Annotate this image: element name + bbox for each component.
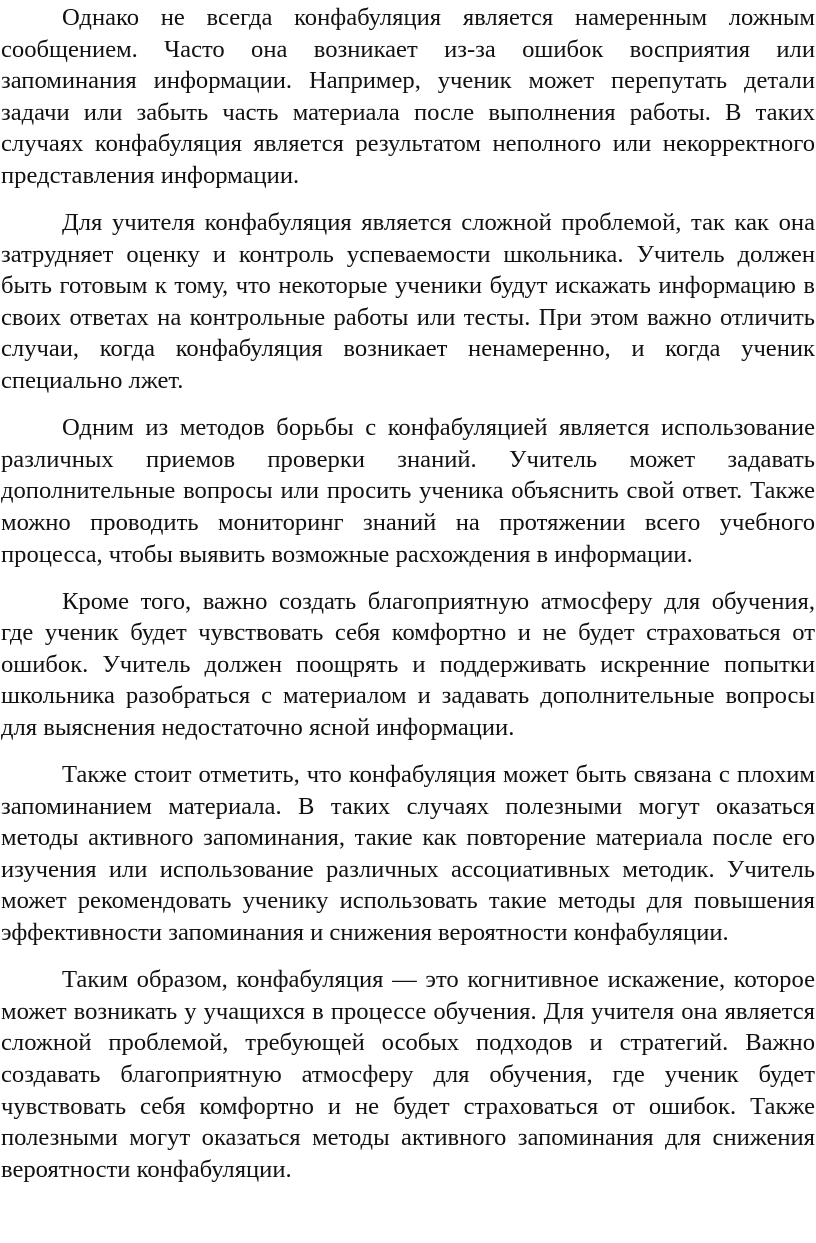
paragraph-4: Кроме того, важно создать благоприятную атмосферу для обучения, где ученик будет чувствовать себя комфортно и не будет страховаться от ошибок. Учитель должен поощрять и поддерживать искренние попытки школьника разобраться с материалом и задавать дополнительные вопросы для выяснения недостаточно ясной информации. [1,587,815,741]
paragraph-6: Таким образом, конфабуляция — это когнитивное искажение, которое может возникать у учащихся в процессе обучения. Для учителя она является сложной проблемой, требующей особых подходов и стратегий. Важно создавать благоприятную атмосферу для обучения, где ученик будет чувствовать себя комфортно и не будет страховаться от ошибок. Также полезными могут оказаться методы активного запоминания для снижения вероятности конфабуляции. [1,966,815,1183]
paragraph-5: Также стоит отметить, что конфабуляция может быть связана с плохим запоминанием материала. В таких случаях полезными могут оказаться методы активного запоминания, такие как повторение материала после его изучения или использование различных ассоциативных методик. Учитель может рекомендовать ученику использовать такие методы для повышения эффективности запоминания и снижения вероятности конфабуляции. [1,761,815,947]
paragraph-3: Одним из методов борьбы с конфабуляцией является использование различных приемов проверки знаний. Учитель может задавать дополнительные вопросы или просить ученика объяснить свой ответ. Также можно проводить мониторинг знаний на протяжении всего учебного процесса, чтобы выявить возможные расхождения в информации. [1,414,815,568]
paragraph-2: Для учителя конфабуляция является сложной проблемой, так как она затрудняет оценку и контроль успеваемости школьника. Учитель должен быть готовым к тому, что некоторые ученики будут искажать информацию в своих ответах на контрольные работы или тесты. При этом важно отличить случаи, когда конфабуляция возникает ненамеренно, и когда ученик специально лжет. [1,209,815,395]
paragraph-1: Однако не всегда конфабуляция является намеренным ложным сообщением. Часто она возникает из-за ошибок восприятия или запоминания информации. Например, ученик может перепутать детали задачи или забыть часть материала после выполнения работы. В таких случаях конфабуляция является результатом неполного или некорректного представления информации. [1,4,815,189]
